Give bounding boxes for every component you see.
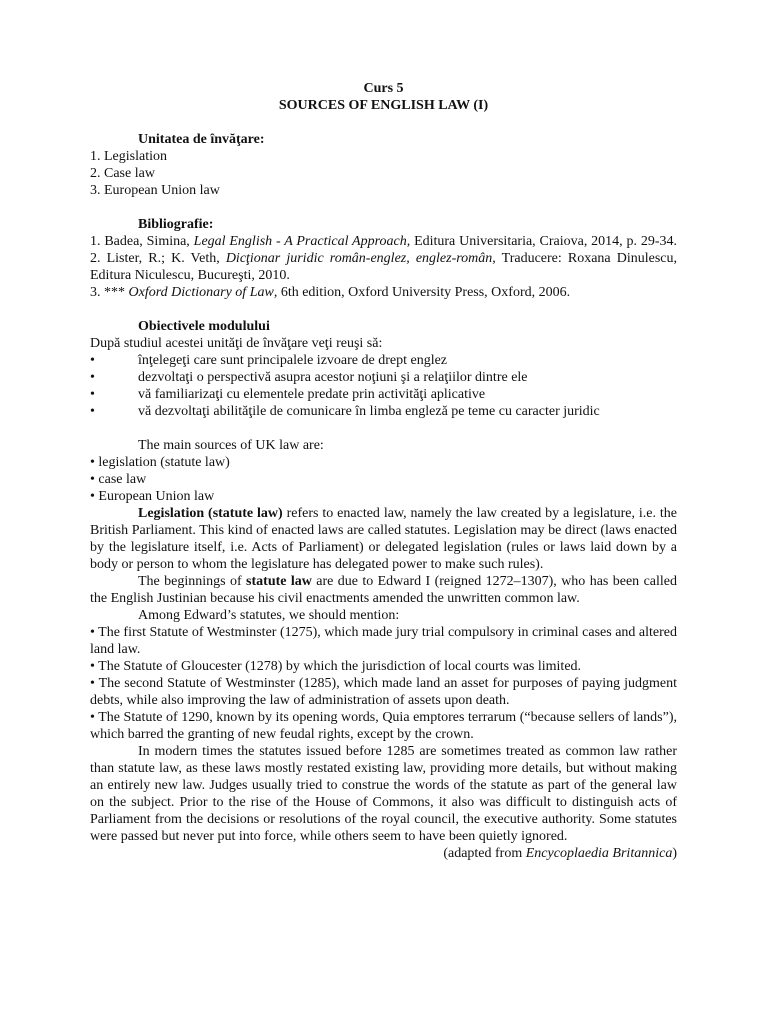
bullet-icon: •: [90, 353, 95, 368]
objective-item: [90, 369, 677, 386]
bibliografie-heading: Bibliografie:: [138, 217, 214, 232]
citation-title: Encycoplaedia Britannica: [525, 846, 673, 861]
obiective-heading: Obiectivele modulului: [138, 319, 270, 334]
page-title: SOURCES OF ENGLISH LAW (I): [278, 98, 489, 113]
ref1-prefix: 1. Badea, Simina,: [90, 234, 194, 249]
paragraph-edward-statutes: Among Edward’s statutes, we should mention:: [138, 608, 400, 623]
paragraph-beginnings: [90, 573, 677, 607]
paragraph-modern-times: In modern times the statutes issued before 1285 are sometimes treated as common law rather than statute law, as these laws mostly restated existing law, providing more details, but without making an entirely new law. Judges usually tried to construe the words of the statute as part of the general law on the subject. Prior to the rise of the House of Commons, it also was difficult to distinguish acts of Parliament from the decisions or resolutions of the royal council, the executive authority. Some statutes were passed but never put into force, while others seem to have been quietly ignored.: [90, 744, 677, 844]
paragraph-text: refers to enacted law, namely the law created by a legislature, i.e. the British Parliament. This kind of enacted laws are called statutes. Legislation may be direct (laws enacted by the legislature itself, i.e. Acts of Parliament) or delegated legislation (rules or laws laid down by a body or person to whom the legislature has delegated power to make such rules).: [90, 506, 677, 572]
paragraph-text: are due to Edward I (reigned 1272–1307), who has been called the English Justinian because his civil enactments amended the unwritten common law.: [90, 574, 677, 606]
unitatea-item: 1. Legislation: [90, 149, 167, 164]
bibliography-refs-1-2: [90, 233, 677, 284]
source-citation: [90, 845, 677, 862]
bullet-icon: •: [90, 370, 95, 385]
statute-item: • The Statute of Gloucester (1278) by which the jurisdiction of local courts was limited.: [90, 659, 582, 674]
bullet-icon: •: [90, 404, 95, 419]
objective-text: dezvoltaţi o perspectivă asupra acestor noţiuni şi a relaţiilor dintre ele: [138, 370, 528, 385]
paragraph-legislation: [90, 505, 677, 573]
ref3-suffix: , 6th edition, Oxford University Press, Oxford, 2006.: [273, 285, 571, 300]
unitatea-item: 3. European Union law: [90, 183, 220, 198]
statute-item: • The first Statute of Westminster (1275), which made jury trial compulsory in criminal cases and altered land law.: [90, 625, 677, 657]
source-item: • European Union law: [90, 489, 215, 504]
objective-text: înţelegeţi care sunt principalele izvoare de drept englez: [138, 353, 448, 368]
sources-intro: The main sources of UK law are:: [138, 438, 324, 453]
term-legislation: Legislation (statute law): [138, 506, 283, 521]
citation-suffix: ): [672, 846, 677, 861]
objective-text: vă familiarizaţi cu elementele predate prin activităţi aplicative: [138, 387, 486, 402]
ref1-suffix: Editura Universitaria, Craiova, 2014, p. 29-34. 2. Lister, R.; K. Veth,: [90, 234, 677, 266]
course-number: Curs 5: [363, 81, 404, 96]
objective-item: [90, 386, 677, 403]
unitatea-item: 2. Case law: [90, 166, 155, 181]
objective-item: [90, 352, 677, 369]
source-item: • case law: [90, 472, 147, 487]
term-statute-law: statute law: [246, 574, 312, 589]
statute-item: • The Statute of 1290, known by its opening words, Quia emptores terrarum (“because sellers of lands”), which barred the granting of new feudal rights, except by the crown.: [90, 710, 677, 742]
unitatea-heading: Unitatea de învăţare:: [138, 132, 265, 147]
obiective-intro: După studiul acestei unităţi de învăţare veţi reuşi să:: [90, 336, 383, 351]
citation-prefix: (adapted from: [443, 846, 526, 861]
ref2-suffix: , Traducere: Roxana Dinulescu, Editura Niculescu, Bucureşti, 2010.: [90, 251, 677, 283]
objective-text: vă dezvoltaţi abilităţile de comunicare în limba engleză pe teme cu caracter juridic: [138, 404, 600, 419]
bibliography-ref-3: [90, 284, 677, 301]
ref1-title: Legal English - A Practical Approach,: [193, 234, 411, 249]
document-page: [90, 80, 677, 862]
objective-item: [90, 403, 677, 420]
ref3-prefix: 3. ***: [90, 285, 129, 300]
ref2-title: Dicţionar juridic român-englez, englez-român: [225, 251, 493, 266]
bullet-icon: •: [90, 387, 95, 402]
statute-item: • The second Statute of Westminster (1285), which made land an asset for purposes of paying judgment debts, while also improving the law of administration of assets upon death.: [90, 676, 677, 708]
paragraph-text: The beginnings of: [138, 574, 247, 589]
ref3-title: Oxford Dictionary of Law: [128, 285, 274, 300]
source-item: • legislation (statute law): [90, 455, 230, 470]
